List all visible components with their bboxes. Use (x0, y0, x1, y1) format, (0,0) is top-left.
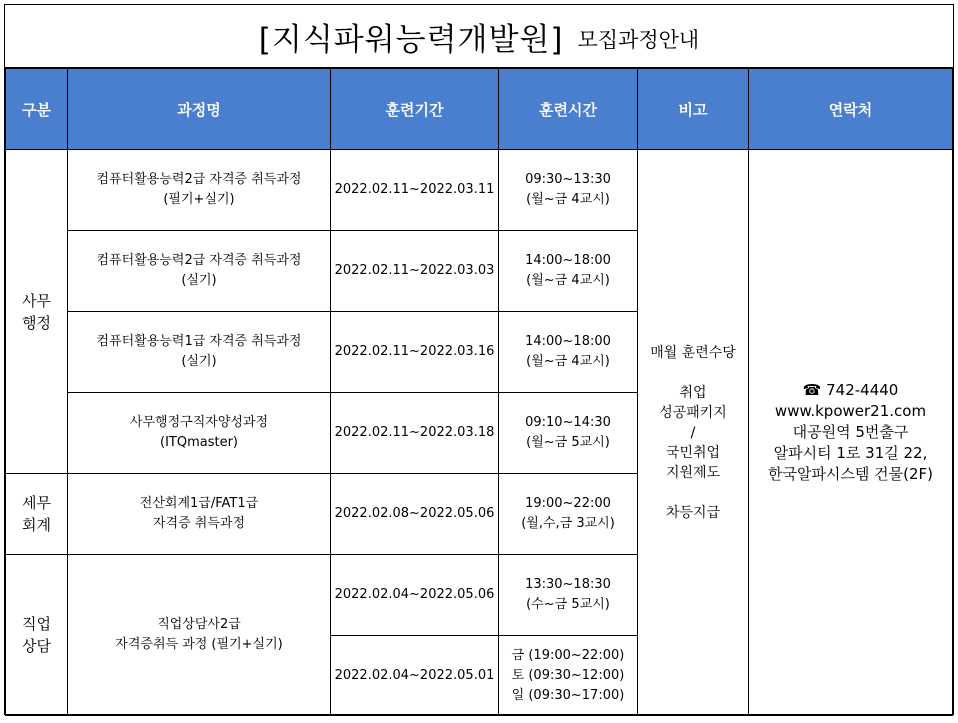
training-time: 14:00~18:00 (월~금 4교시) (499, 312, 638, 393)
notes-cell: 매월 훈련수당 취업 성공패키지 / 국민취업 지원제도 차등지급 (638, 150, 749, 716)
category-counseling: 직업 상담 (6, 555, 68, 716)
course-table (5, 68, 953, 716)
training-time: 09:30~13:30 (월~금 4교시) (499, 150, 638, 231)
training-period: 2022.02.11~2022.03.18 (331, 393, 499, 474)
table-row (6, 150, 953, 231)
category-accounting: 세무 회계 (6, 474, 68, 555)
page-title: [지식파워능력개발원] (258, 21, 564, 58)
contact-website: www.kpower21.com (774, 402, 927, 420)
header-notes: 비고 (638, 69, 749, 150)
header-time: 훈련시간 (499, 69, 638, 150)
training-time: 금 (19:00~22:00) 토 (09:30~12:00) 일 (09:30~17:00) (499, 636, 638, 716)
course-name: 컴퓨터활용능력2급 자격증 취득과정 (실기) (68, 231, 331, 312)
course-name: 직업상담사2급 자격증취득 과정 (필기+실기) (68, 555, 331, 716)
course-notice-sheet (4, 4, 954, 715)
header-contact: 연락처 (749, 69, 953, 150)
training-period: 2022.02.04~2022.05.06 (331, 555, 499, 636)
table-header-row (6, 69, 953, 150)
header-period: 훈련기간 (331, 69, 499, 150)
training-period: 2022.02.11~2022.03.16 (331, 312, 499, 393)
category-admin: 사무 행정 (6, 150, 68, 474)
training-time: 19:00~22:00 (월,수,금 3교시) (499, 474, 638, 555)
header-course: 과정명 (68, 69, 331, 150)
contact-cell (749, 150, 953, 716)
course-name: 컴퓨터활용능력1급 자격증 취득과정 (실기) (68, 312, 331, 393)
page-subtitle: 모집과정안내 (577, 28, 700, 52)
training-time: 14:00~18:00 (월~금 4교시) (499, 231, 638, 312)
course-name: 사무행정구직자양성과정 (ITQmaster) (68, 393, 331, 474)
contact-building: 한국알파시스템 건물(2F) (767, 465, 934, 483)
contact-station: 대공원역 5번출구 (792, 423, 909, 441)
header-category: 구분 (6, 69, 68, 150)
training-period: 2022.02.11~2022.03.03 (331, 231, 499, 312)
course-name: 전산회계1급/FAT1급 자격증 취득과정 (68, 474, 331, 555)
training-period: 2022.02.08~2022.05.06 (331, 474, 499, 555)
training-time: 09:10~14:30 (월~금 5교시) (499, 393, 638, 474)
training-period: 2022.02.04~2022.05.01 (331, 636, 499, 716)
training-period: 2022.02.11~2022.03.11 (331, 150, 499, 231)
title-row (5, 5, 953, 68)
course-name: 컴퓨터활용능력2급 자격증 취득과정 (필기+실기) (68, 150, 331, 231)
training-time: 13:30~18:30 (수~금 5교시) (499, 555, 638, 636)
contact-address: 알파시티 1로 31길 22, (773, 444, 928, 462)
contact-phone: ☎ 742-4440 (802, 381, 899, 399)
